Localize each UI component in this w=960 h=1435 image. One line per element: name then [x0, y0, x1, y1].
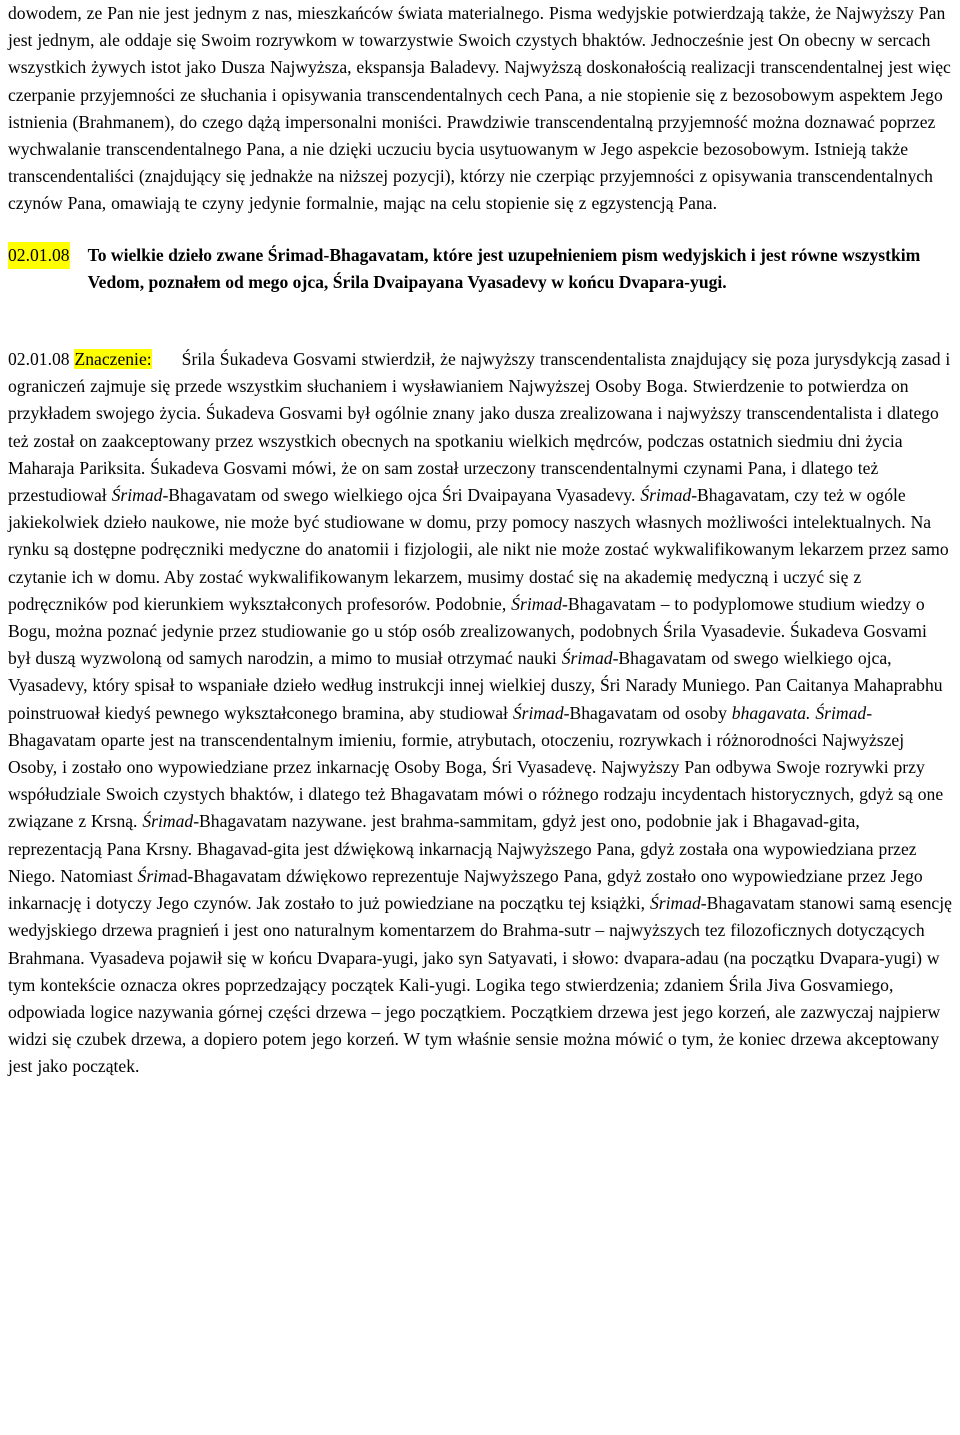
purport-label: Znaczenie: [74, 349, 152, 370]
purport-text-9: -Bhagavatam nazywane. jest brahma-sammitam, gdyż jest ono, podobnie jak i Bhagavad-gita, reprezentacją Pana Krsny. Bhagavad-gita jest dźwiękową inkarnacją Najwyższego Pana, gdyż została ona wypowiedziana przez Niego. Natomiast [8, 811, 917, 886]
srimad-term: Śrimad [561, 648, 613, 669]
document-page [8, 0, 952, 1081]
purport-number: 02.01.08 [8, 349, 70, 370]
purport-text-5: -Bhagavatam od swego wielkiego ojca, Vyasadevy, który spisał to wspaniałe dzieło według instrukcji innej wielkiej duszy, Śri Narady Muniego. Pan Caitanya Mahaprabhu poinstruował kiedyś pewnego wykształconego bramina, aby studiował [8, 648, 943, 723]
purport-text-3: -Bhagavatam, czy też w ogóle jakiekolwiek dzieło naukowe, nie może być studiowane w domu, przy pomocy naszych własnych możliwości intelektualnych. Na rynku są dostępne podręczniki medyczne do anatomii i fizjologii, ale nikt nie może zostać wykwalifikowanym lekarzem przez samo czytanie ich w domu. Aby zostać wykwalifikowanym lekarzem, musimy dostać się na akademię medyczną i uczyć się z podręczników pod kierunkiem wykształconych profesorów. Podobnie, [8, 485, 949, 614]
purport-text-1: Śrila Śukadeva Gosvami stwierdził, że najwyższy transcendentalista znajdujący się poza jurysdykcją zasad i ograniczeń zajmuje się przede wszystkim słuchaniem i wysławianiem Najwyższej Osoby Boga. Stwierdzenie to potwierdza on przykładem swojego życia. Śukadeva Gosvami był ogólnie znany jako dusza zrealizowana i najwyższy transcendentalista i dlatego też został on zaakceptowany przez wszystkich obecnych na spotkaniu wielkich mędrców, podczas ostatnich siedmiu dni życia Maharaja Pariksita. Śukadeva Gosvami mówi, że on sam został urzeczony transcendentalnymi czynami Pana, i dlatego też przestudiował [8, 349, 951, 506]
srimad-term: Śrimad [111, 485, 163, 506]
purport-paragraph [8, 346, 952, 1080]
bhagavata-term: bhagavata. [731, 702, 811, 723]
srimad-term: Śrimad [511, 593, 563, 614]
purport-text-2: -Bhagavatam od swego wielkiego ojca Śri Dvaipayana Vyasadevy. [162, 485, 641, 506]
verse-text: To wielkie dzieło zwane Śrimad-Bhagavatam, które jest uzupełnieniem pism wedyjskich i jest równe wszystkim Vedom, poznałem od mego ojca, Śrila Dvaipayana Vyasadevy w końcu Dvapara-yugi. [87, 244, 921, 292]
srimad-term: Śrimad [142, 811, 194, 832]
srimad-term: Śrimad [640, 485, 692, 506]
verse-number: 02.01.08 [8, 242, 70, 269]
srimad-term: Śrimad [649, 893, 701, 914]
srimad-term: Śrim [137, 865, 171, 886]
srimad-term: Śrimad [815, 702, 867, 723]
intro-paragraph: dowodem, ze Pan nie jest jednym z nas, mieszkańców świata materialnego. Pisma wedyjskie potwierdzają także, że Najwyższy Pan jest jednym, ale oddaje się Swoim rozrywkom w towarzystwie Swoich czystych bhaktów. Jednocześnie jest On obecny w sercach wszystkich żywych istot jako Dusza Najwyższa, ekspansja Baladevy. Najwyższą doskonałością realizacji transcendentalnej jest więc czerpanie przyjemności ze słuchania i opisywania transcendentalnych cech Pana, a nie stopienie się z bezosobowym aspektem Jego istnienia (Brahmanem), do czego dążą impersonalni moniści. Prawdziwie transcendentalną przyjemność można doznawać poprzez wychwalanie transcendentalnego Pana, a nie dzięki uczuciu bycia usytuowanym w Jego aspekcie bezosobowym. Istnieją także transcendentaliści (znajdujący się jednakże na niższej pozycji), którzy nie czerpiąc przyjemności z opisywania transcendentalnych czynów Pana, omawiają te czyny jedynie formalnie, mając na celu stopienie się z egzystencją Pana. [8, 3, 951, 214]
purport-text-11: -Bhagavatam stanowi samą esencję wedyjskiego drzewa pragnień i jest ono naturalnym komentarzem do Brahma-sutr – najwyższych tez filozoficznych dotyczących Brahmana. Vyasadeva pojawił się w końcu Dvapara-yugi, jako syn Satyavati, i słowo: dvapara-adau (na początku Dvapara-yugi) w tym kontekście oznacza okres poprzedzający początek Kali-yugi. Logika tego stwierdzenia; zdaniem Śrila Jiva Gosvamiego, odpowiada logice nazywania górnej części drzewa – jego początkiem. Początkiem drzewa jest jego korzeń, ale zazwyczaj najpierw widzi się czubek drzewa, a dopiero potem jego korzeń. W tym właśnie sensie można mówić o tym, że koniec drzewa akceptowany jest jako początek. [8, 893, 952, 1077]
purport-text-4: -Bhagavatam – to podyplomowe studium wiedzy o Bogu, można poznać jedynie przez studiowanie go u stóp osób zrealizowanych, podobnych Śrila Vyasadevie. Śukadeva Gosvami był duszą wyzwoloną od samych narodzin, a mimo to musiał otrzymać nauki [8, 593, 927, 669]
srimad-term: Śrimad [512, 702, 564, 723]
verse-block [8, 242, 952, 296]
purport-text-6: -Bhagavatam od osoby [563, 702, 732, 723]
purport-text-8: -Bhagavatam oparte jest na transcendentalnym imieniu, formie, atrybutach, otoczeniu, rozrywkach i różnorodności Najwyższej Osoby, i zostało ono wypowiedziane przez inkarnację Osoby Boga, Śri Vyasadevę. Najwyższy Pan odbywa Swoje rozrywki przy współudziale Swoich czystych bhaktów, i dlatego też Bhagavatam mówi o różnego rodzaju incydentach historycznych, gdyż są one związane z Krsną. [8, 702, 944, 832]
purport-text-10: ad-Bhagavatam dźwiękowo reprezentuje Najwyższego Pana, gdyż zostało ono wypowiedziane przez Jego inkarnację i dotyczy Jego czynów. Jak zostało to już powiedziane na początku tej książki, [8, 865, 923, 914]
